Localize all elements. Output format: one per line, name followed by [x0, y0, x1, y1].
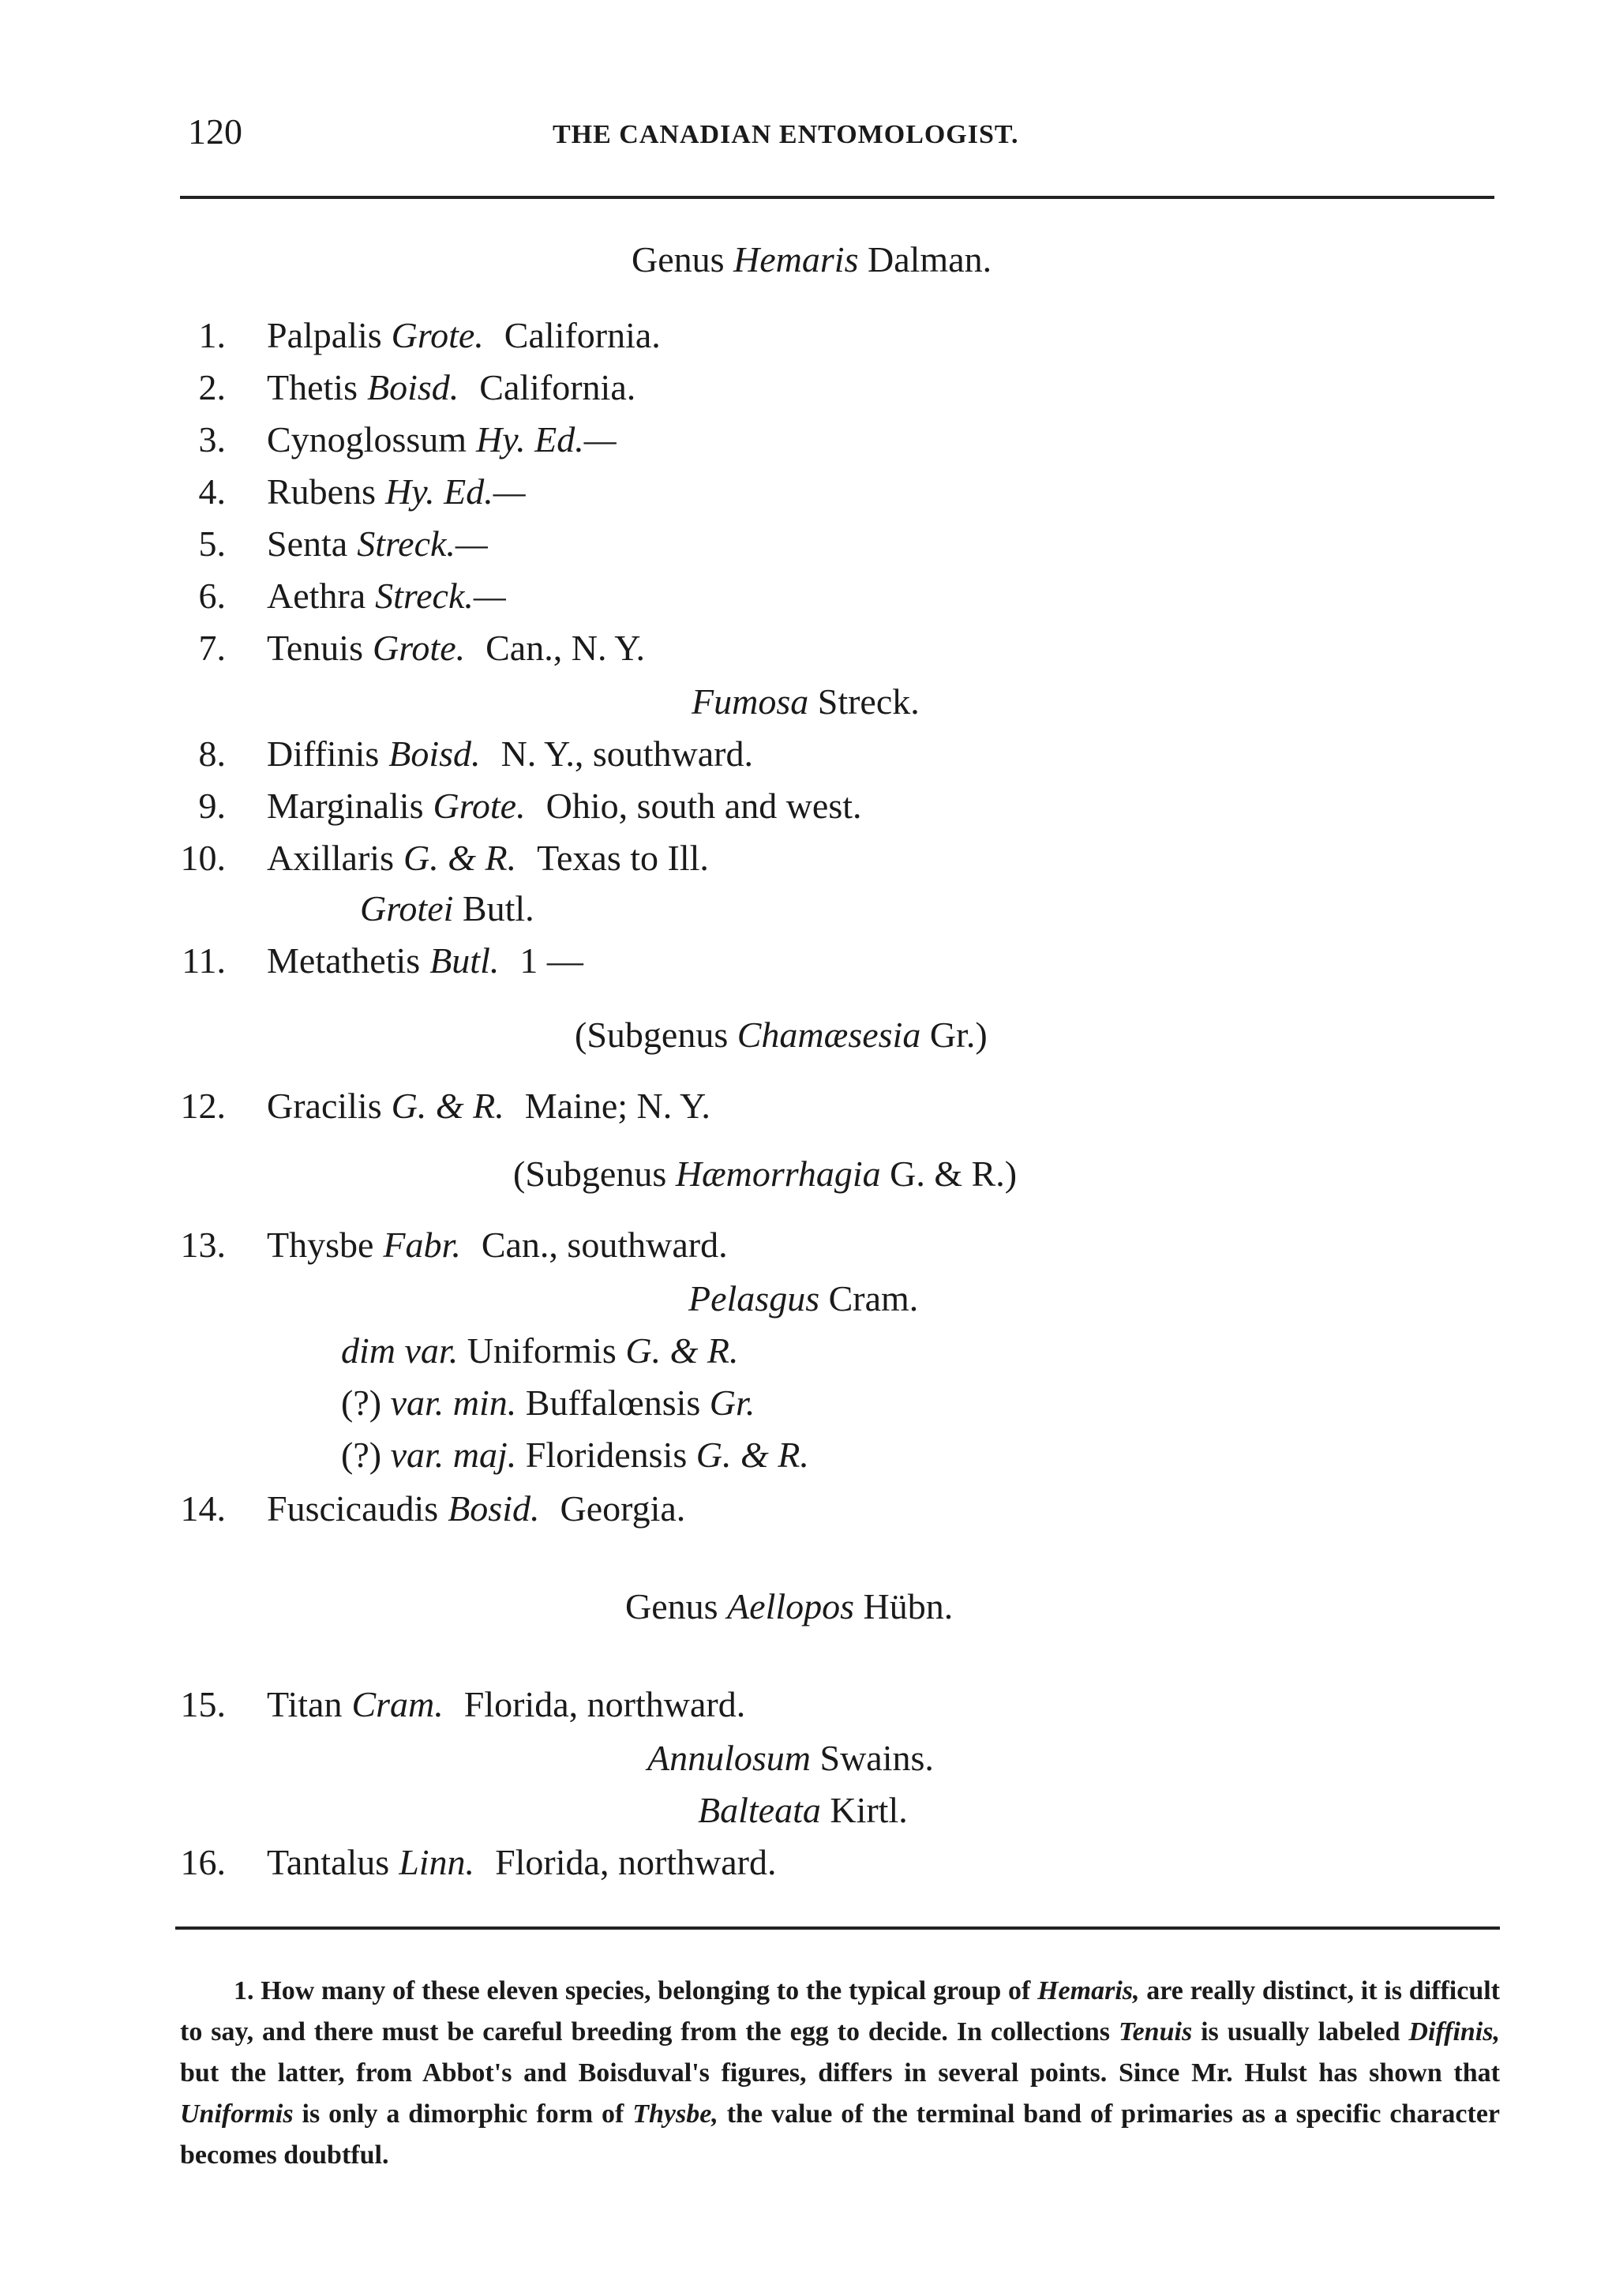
variety-buffaloensis: (?) var. min. Buffalœnsis Gr.	[341, 1382, 755, 1423]
top-rule	[180, 196, 1494, 199]
list-item: 7. Tenuis Grote. Can., N. Y.	[198, 628, 646, 668]
synonym-balteata: Balteata Kirtl.	[698, 1790, 908, 1830]
list-item: 11. Metathetis Butl. 1 —	[182, 940, 583, 981]
footnote: 1. How many of these eleven species, belonging to the typical group of Hemaris, are really distinct, it is difficult to say, and there must be careful breeding from the egg to decide. In collections Tenuis is usually labeled Diffinis, but the latter, from Abbot's and Boisduval's figures, differs in several points. Since Mr. Hulst has shown that Uniformis is only a dimorphic form of Thysbe, the value of the terminal band of primaries as a specific character becomes doubtful.	[180, 1976, 1501, 2170]
list-item: 16. Tantalus Linn. Florida, northward.	[180, 1842, 777, 1882]
running-head: THE CANADIAN ENTOMOLOGIST.	[553, 120, 1019, 149]
list-item: 5. Senta Streck.—	[198, 523, 488, 564]
list-item: 6. Aethra Streck.—	[198, 576, 506, 616]
list-item: 1. Palpalis Grote. California.	[198, 315, 661, 355]
list-item: 3. Cynoglossum Hy. Ed.—	[198, 419, 617, 460]
subgenus-heading-haemorrhagia: (Subgenus Hæmorrhagia G. & R.)	[513, 1154, 1018, 1194]
synonym-grotei: Grotei Butl.	[360, 888, 534, 929]
list-item: 15. Titan Cram. Florida, northward.	[180, 1684, 746, 1724]
list-item: 10. Axillaris G. & R. Texas to Ill.	[180, 838, 709, 878]
synonym-pelasgus: Pelasgus Cram.	[688, 1278, 919, 1319]
genus-heading-aellopos: Genus Aellopos Hübn.	[625, 1586, 954, 1626]
subgenus-heading-chamaesesia: (Subgenus Chamæsesia Gr.)	[575, 1015, 988, 1055]
list-item: 13. Thysbe Fabr. Can., southward.	[180, 1225, 728, 1265]
page-number: 120	[188, 111, 242, 152]
variety-floridensis: (?) var. maj. Floridensis G. & R.	[341, 1435, 809, 1475]
list-item: 14. Fuscicaudis Bosid. Georgia.	[180, 1488, 686, 1529]
list-item: 4. Rubens Hy. Ed.—	[198, 471, 526, 512]
footnote-rule	[175, 1926, 1500, 1930]
synonym-annulosum: Annulosum Swains.	[647, 1738, 934, 1778]
list-item: 9. Marginalis Grote. Ohio, south and west.	[198, 786, 862, 826]
list-item: 2. Thetis Boisd. California.	[198, 367, 636, 407]
list-item: 12. Gracilis G. & R. Maine; N. Y.	[180, 1086, 710, 1126]
genus-heading-hemaris: Genus Hemaris Dalman.	[632, 239, 992, 279]
variety-uniformis: dim var. Uniformis G. & R.	[341, 1330, 739, 1371]
synonym-fumosa: Fumosa Streck.	[692, 681, 920, 722]
list-item: 8. Diffinis Boisd. N. Y., southward.	[198, 733, 754, 774]
